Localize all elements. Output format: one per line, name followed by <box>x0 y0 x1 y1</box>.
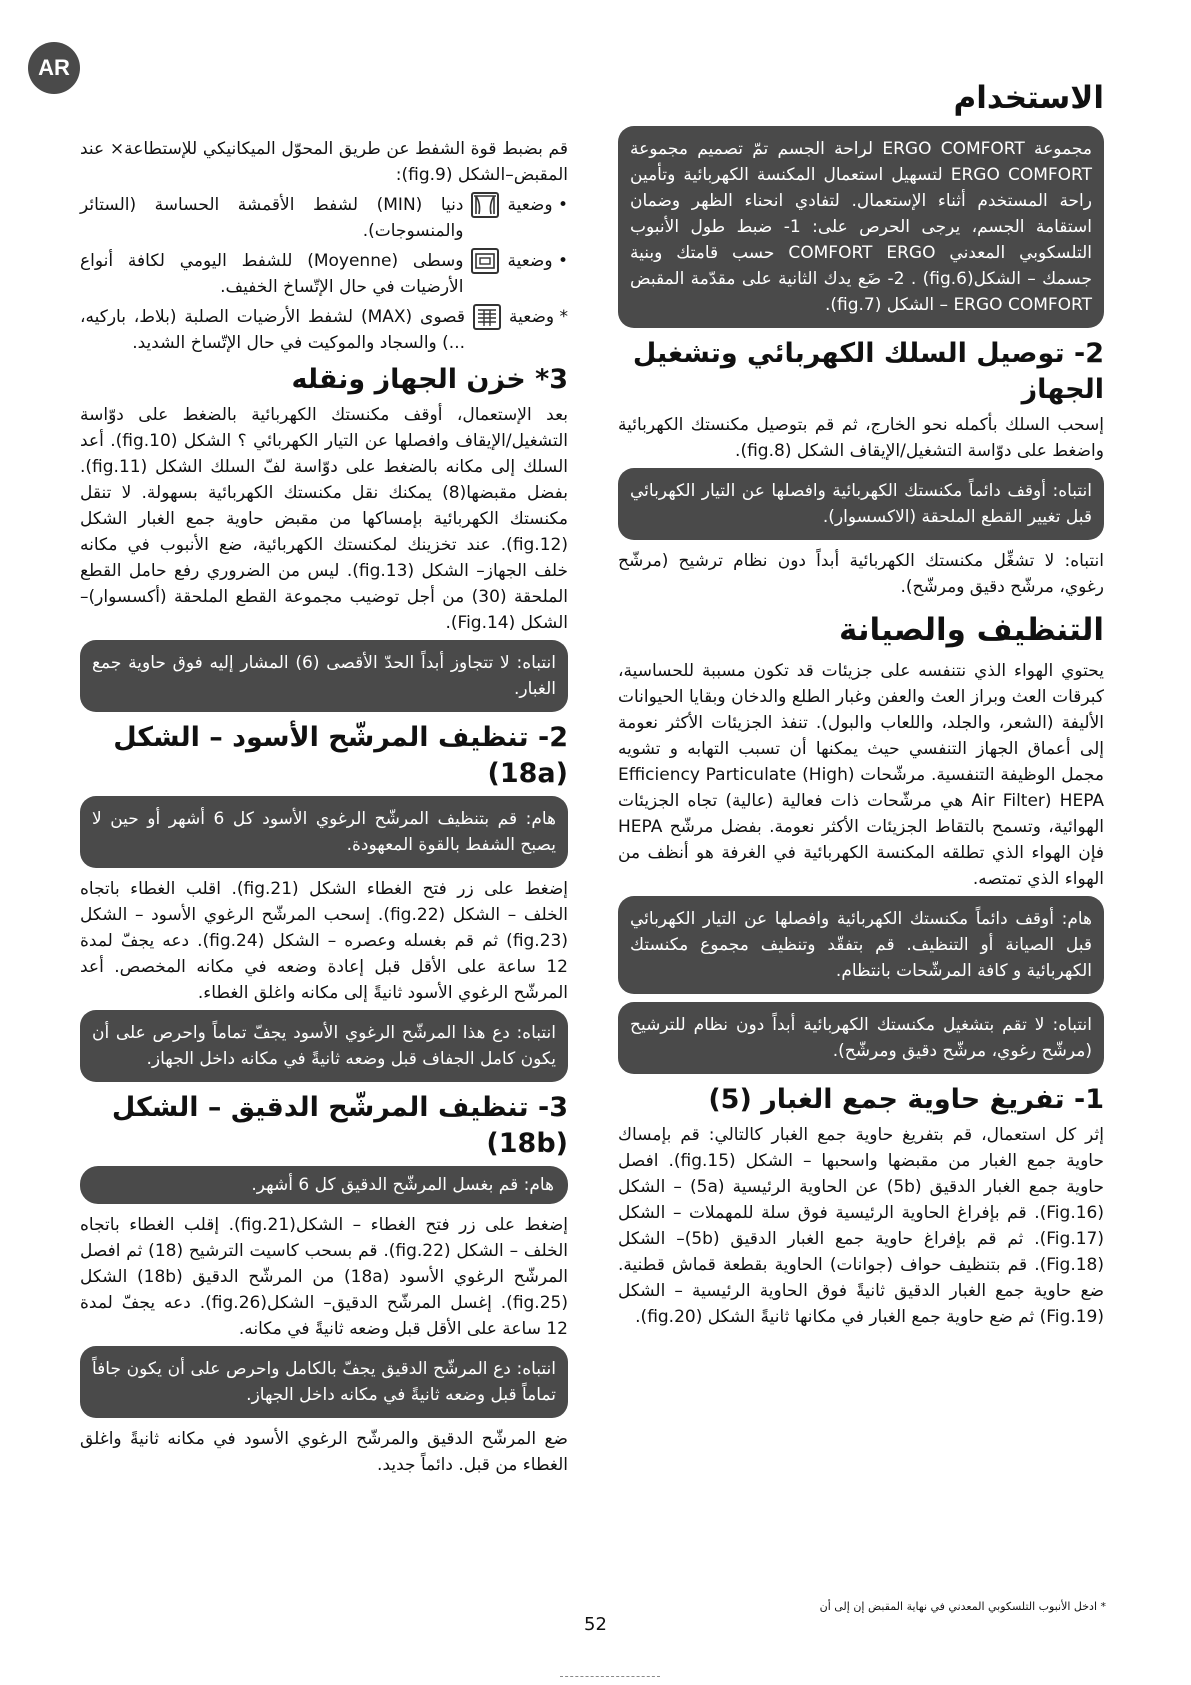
empty-bin-title: 1- تفريغ حاوية جمع الغبار (5) <box>708 1084 1104 1115</box>
storage-title: 3* خزن الجهاز ونقله <box>291 364 568 395</box>
floor-icon <box>473 304 501 330</box>
storage-text: بعد الإستعمال، أوقف مكنستك الكهربائية بالضغط على دوّاسة التشغيل/الإيقاف وافصلها عن التيار الكهربائي ؟ الشكل (fig.10). أعد السلك إلى مكانه بالضغط على دوّاسة لفّ السلك الشكل (fig.11). بفضل مقبضها(8) يمكنك نقل مكنستك الكهربائية بسهولة. لا تنقل مكنستك الكهربائية بإمساكها من مقبض حاوية جمع الغبار الشكل (fig.12). عند تخزينك لمكنستك الكهربائية، ضع الأنبوب في مكانه خلف الجهاز– الشكل (fig.13). ليس من الضروري رفع حامل القطع الملحقة (30) من أجل توضيب مجموعة القطع الملحقة (أكسسوار)– الشكل (Fig.14). <box>80 405 569 633</box>
ergo-comfort-box: مجموعة ERGO COMFORT لراحة الجسم تمّ تصميم مجموعة ERGO COMFORT لتسهيل استعمال المكنسة الكهربائية وتأمين راحة المستخدم أثناء الإستعمال. لتفادي انحناء الظهر وضمان استقامة الجسم، يرجى الحرص على: 1- ضبط طول الأنبوب التلسكوبي المعدني COMFORT ERGO حسب قامتك وبنية جسمك – الشكل(fig.6) . 2- ضَع يدك الثانية على مقدّمة المقبض ERGO COMFORT – الشكل (fig.7). <box>618 126 1104 328</box>
curtain-icon <box>471 192 499 218</box>
final-text: ضع المرشّح الدقيق والمرشّح الرغوي الأسود في مكانه ثانيةً واغلق الغطاء من قبل. دائماً جديد. <box>80 1429 568 1475</box>
fine-filter-title: 3- تنظيف المرشّح الدقيق – الشكل (18b) <box>111 1092 568 1159</box>
important-box-maintenance: هام: أوقف دائماً مكنستك الكهربائية وافصلها عن التيار الكهربائي قبل الصيانة أو التنظيف. قم بتفقّد وتنظيف مجموع مكنستك الكهربائية و كافة المرشّحات بانتظام. <box>618 896 1104 994</box>
language-badge: AR <box>28 42 80 94</box>
cord-section-text: إسحب السلك بأكمله نحو الخارج، ثم قم بتوصيل مكنستك الكهربائية واضغط على دوّاسة التشغيل/الإيقاف الشكل (fig.8). <box>618 415 1104 461</box>
mode-max <box>80 304 568 356</box>
right-column <box>618 78 1104 1334</box>
warning-filter-text: انتباه: لا تشغِّل مكنستك الكهربائية أبداً دون نظام ترشيح (مرشّح رغوي، مرشّح دقيق ومرشّح). <box>618 551 1104 597</box>
cleaning-text: يحتوي الهواء الذي نتنفسه على جزيئات قد تكون مسببة للحساسية، كبرقات العث وبراز العث والعفن وغبار الطلع والدخان وبقايا الحيوانات الأليفة (الشعر، والجلد، واللعاب والبول). تنفذ الجزيئات الأكثر نعومة إلى أعماق الجهاز التنفسي حيث يمكنها أن تسبب التهابه و تشويه مجمل الوظيفة التنفسية. مرشّحات (High) Efficiency Particulate Air Filter) HEPA هي مرشّحات ذات فعالية (عالية) تجاه الجزيئات الهوائية، وتسمح بالتقاط الجزيئات الأكثر نعومة. بفضل مرشّح HEPA فإن الهواء الذي تطلقه المكنسة الكهربائية في الغرفة هو أنظف من الهواء الذي تمتصه. <box>618 661 1104 889</box>
black-filter-title: 2- تنظيف المرشّح الأسود – الشكل (18a) <box>113 722 568 789</box>
warning-box-filter: انتباه: لا تقم بتشغيل مكنستك الكهربائية أبداً دون نظام للترشيح (مرشّح رغوي، مرشّح دقيق ومرشّح). <box>618 1002 1104 1074</box>
mode-min <box>80 192 568 244</box>
mode-description: وسطى (Moyenne) للشفط اليومي لكافة أنواع الأرضيات في حال الإتّساخ الخفيف. <box>80 251 464 297</box>
important-box-fine-filter: هام: قم بغسل المرشّح الدقيق كل 6 أشهر. <box>80 1166 568 1204</box>
mode-label: • وضعية <box>507 195 568 215</box>
mode-description: قصوى (MAX) لشفط الأرضيات الصلبة (بلاط، باركيه، ...) والسجاد والموكيت في حال الإتّساخ الشديد. <box>80 307 465 353</box>
footnote: * ادخل الأنبوب التلسكوبي المعدني في نهاية المقبض إن إلى أن <box>819 1600 1106 1613</box>
cord-section-title: 2- توصيل السلك الكهربائي وتشغيل الجهاز <box>632 338 1104 405</box>
suction-intro: قم بضبط قوة الشفط عن طريق المحوّل الميكانيكي للإستطاعة× عند المقبض–الشكل (fig.9): <box>80 139 568 185</box>
mode-medium <box>80 248 568 300</box>
rug-icon <box>471 248 499 274</box>
black-filter-text: إضغط على زر فتح الغطاء الشكل (fig.21). اقلب الغطاء باتجاه الخلف – الشكل (fig.22). إسحب المرشّح الرغوي الأسود – الشكل (fig.23) ثم قم بغسله وعصره – الشكل (fig.24). دعه يجفّ لمدة 12 ساعة على الأقل قبل إعادة وضعه في مكانه المخصص. أعد المرشّح الرغوي الأسود ثانيةً إلى مكانه واغلق الغطاء. <box>80 879 569 1003</box>
warning-box-max-level: انتباه: لا تتجاوز أبداً الحدّ الأقصى (6) المشار إليه فوق حاوية جمع الغبار. <box>80 640 568 712</box>
bottom-divider <box>560 1676 660 1677</box>
page-number: 52 <box>584 1614 607 1635</box>
mode-description: دنيا (MIN) لشفط الأقمشة الحساسة (الستائر والمنسوجات). <box>80 195 464 241</box>
mode-label: • وضعية <box>507 251 568 271</box>
warning-box-dry-fine: انتباه: دع المرشّح الدقيق يجفّ بالكامل واحرص على أن يكون جافاً تماماً قبل وضعه ثانيةً في مكانه داخل الجهاز. <box>80 1346 568 1418</box>
warning-box-unplug: انتباه: أوقف دائماً مكنستك الكهربائية وافصلها عن التيار الكهربائي قبل تغيير القطع الملحقة (الاكسسوار). <box>618 468 1104 540</box>
left-column <box>80 136 568 1482</box>
mode-label: * وضعية <box>509 307 568 327</box>
fine-filter-text: إضغط على زر فتح الغطاء – الشكل(fig.21). إقلب الغطاء باتجاه الخلف – الشكل (fig.22). قم بسحب كاسيت الترشيح (18) ثم افصل المرشّح الرغوي الأسود (18a) من المرشّح الدقيق (18b) الشكل (fig.25). إغسل المرشّح الدقيق– الشكل(fig.26). دعه يجفّ لمدة 12 ساعة على الأقل قبل وضعه ثانيةً في مكانه. <box>80 1215 569 1339</box>
important-box-black-filter: هام: قم بتنظيف المرشّح الرغوي الأسود كل 6 أشهر أو حين لا يصبح الشفط بالقوة المعهودة. <box>80 796 568 868</box>
warning-box-dry-filter: انتباه: دع هذا المرشّح الرغوي الأسود يجفّ تماماً واحرص على أن يكون كامل الجفاف قبل وضعه ثانيةً في مكانه داخل الجهاز. <box>80 1010 568 1082</box>
usage-title: الاستخدام <box>953 80 1104 116</box>
cleaning-title: التنظيف والصيانة <box>839 612 1104 648</box>
empty-bin-text: إثر كل استعمال، قم بتفريغ حاوية جمع الغبار كالتالي: قم بإمساك حاوية جمع الغبار من مقبضها واسحبها – الشكل (fig.15). افصل حاوية جمع الغبار الدقيق (5b) عن الحاوية الرئيسية (5a) – الشكل (Fig.16). قم بإفراغ الحاوية الرئيسية فوق سلة للمهملات – الشكل (Fig.17). ثم قم بإفراغ حاوية جمع الغبار الدقيق (5b)– الشكل (Fig.18). قم بتنظيف حواف (جوانات) الحاوية بقطعة قماش قطنية. ضع حاوية جمع الغبار الدقيق ثانيةً فوق الحاوية الرئيسية – الشكل (Fig.19) ثم ضع حاوية جمع الغبار في مكانها ثانيةً الشكل (fig.20). <box>618 1125 1104 1327</box>
